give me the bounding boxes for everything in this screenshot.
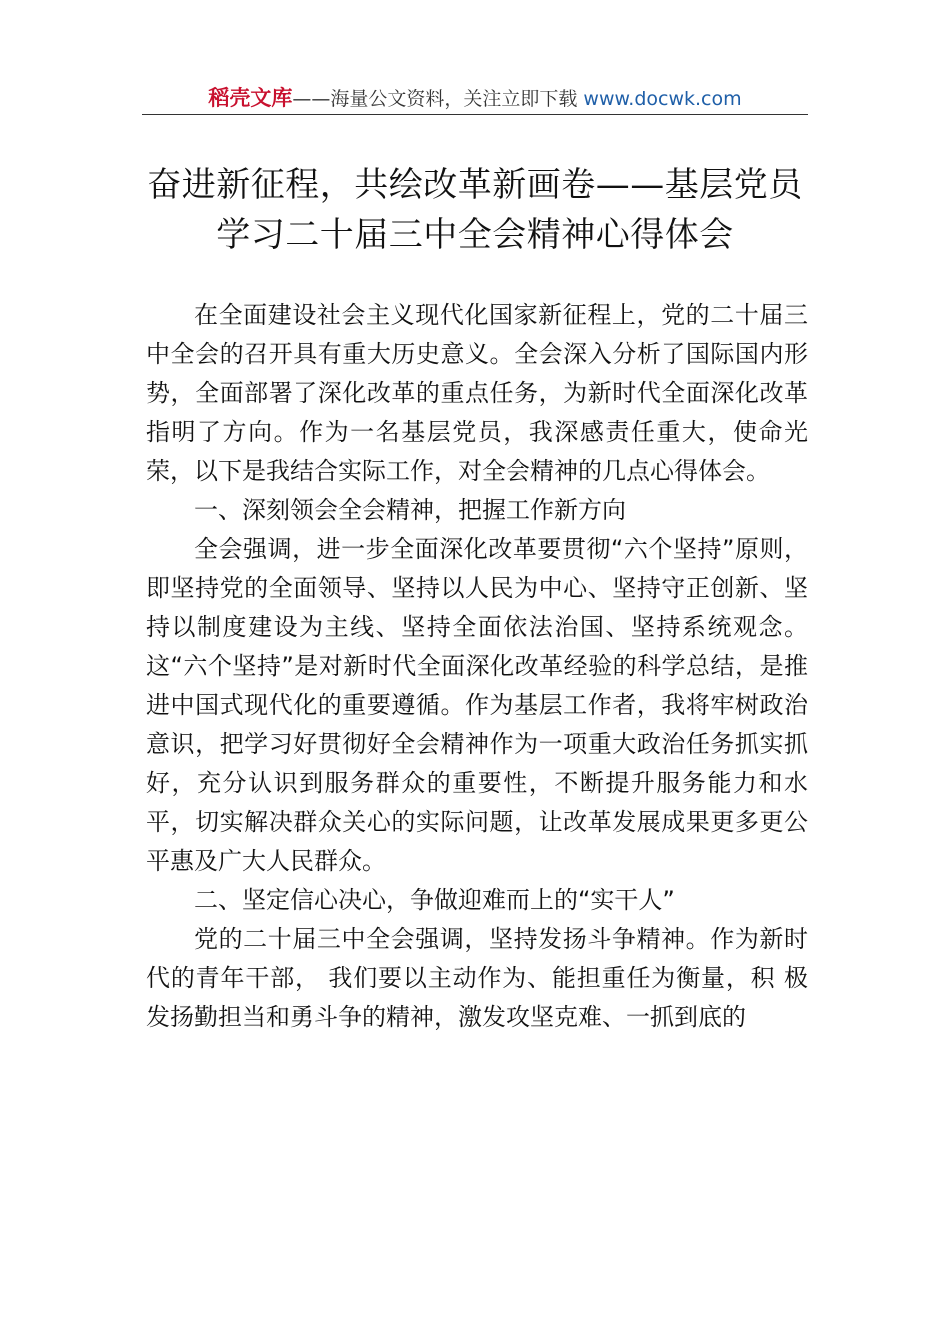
header-site-link[interactable]: www.docwk.com [583, 88, 742, 110]
document-title: 奋进新征程，共绘改革新画卷——基层党员学习二十届三中全会精神心得体会 [147, 165, 803, 255]
paragraph-intro: 在全面建设社会主义现代化国家新征程上，党的二十届三中全会的召开具有重大历史意义。全会深入分析了国际国内形势，全面部署了深化改革的重点任务，为新时代全面深化改革指明了方向。作为一名基层党员，我深感责任重大，使命光荣，以下是我结合实际工作，对全会精神的几点心得体会。 [146, 301, 808, 485]
section-heading-2: 二、坚定信心决心，争做迎难而上的“实干人” [194, 886, 675, 914]
section-heading-1: 一、深刻领会全会精神，把握工作新方向 [194, 496, 626, 524]
document-body [146, 296, 808, 1037]
brand-logo-text: 稻壳文库 [208, 86, 293, 110]
paragraph-section-2: 党的二十届三中全会强调，坚持发扬斗争精神。作为新时代的青年干部， 我们要以主动作为、能担重任为衡量，积 极发扬勤担当和勇斗争的精神，激发攻坚克难、一抓到底的 [146, 925, 808, 1031]
paragraph-section-1: 全会强调，进一步全面深化改革要贯彻“六个坚持”原则，即坚持党的全面领导、坚持以人民为中心、坚持守正创新、坚持以制度建设为主线、坚持全面依法治国、坚持系统观念。这“六个坚持”是对新时代全面深化改革经验的科学总结，是推进中国式现代化的重要遵循。作为基层工作者，我将牢树政治意识，把学习好贯彻好全会精神作为一项重大政治任务抓实抓好，充分认识到服务群众的重要性，不断提升服务能力和水平，切实解决群众关心的实际问题，让改革发展成果更多更公平惠及广大人民群众。 [146, 535, 808, 875]
header-tagline: ——海量公文资料，关注立即下载 [292, 88, 584, 110]
page-header [0, 84, 950, 113]
header-divider [142, 114, 808, 115]
